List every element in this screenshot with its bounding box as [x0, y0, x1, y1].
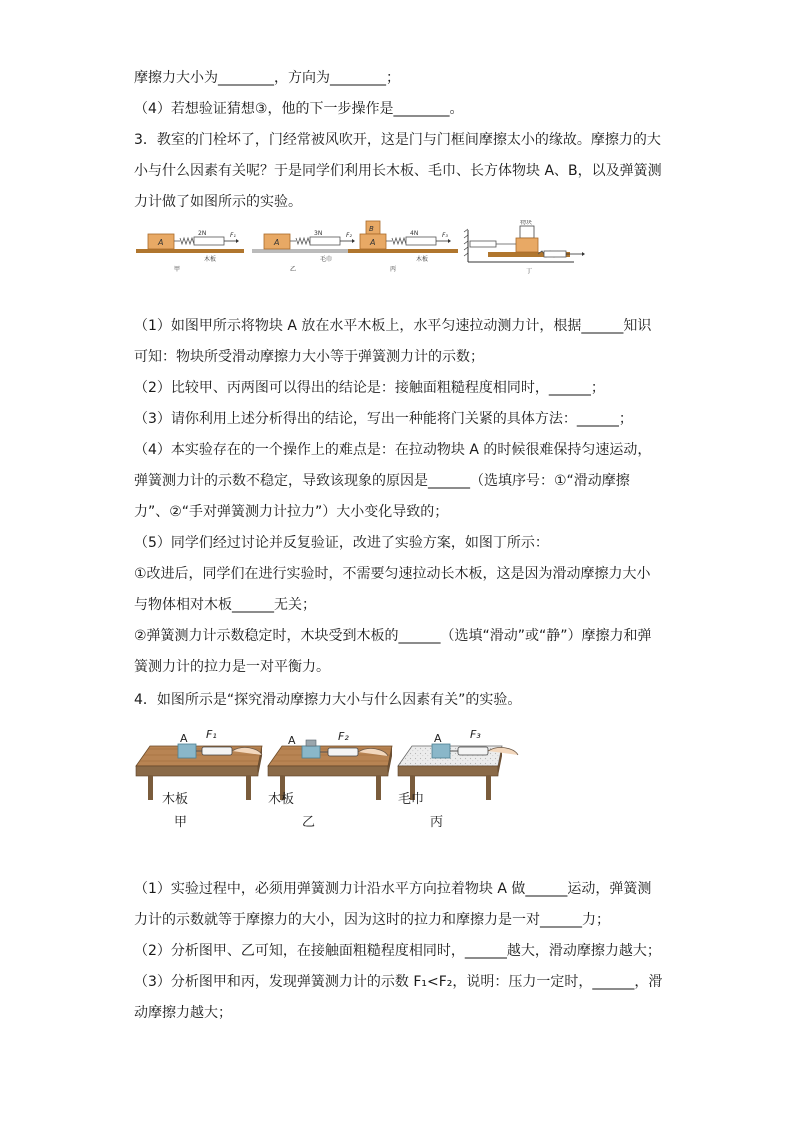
panel-jia: [136, 230, 244, 273]
text-line: 力计的示数就等于摩擦力的大小，因为这时的拉力和摩擦力是一对______力；: [134, 912, 610, 928]
spring-scale: [310, 237, 340, 245]
block-label: A: [158, 238, 164, 247]
table-leg: [376, 776, 381, 800]
figure-apparatus-2: [134, 722, 534, 802]
text-line: 4．如图所示是“探究滑动摩擦力大小与什么因素有关”的实验。: [134, 692, 522, 708]
surface-label: 毛巾: [320, 256, 333, 263]
force-label: F₁: [206, 728, 217, 741]
text-line: 摩擦力大小为________，方向为________；: [134, 70, 400, 86]
surface-label: 木板: [416, 256, 429, 263]
panel-caption: 乙: [290, 266, 297, 273]
spring-coil: [180, 238, 194, 244]
text-line: （1）实验过程中，必须用弹簧测力计沿水平方向拉着物块 A 做______运动，弹簧测: [134, 881, 652, 897]
weight: [306, 740, 316, 746]
spring-scale: [458, 747, 488, 755]
table-leg: [148, 776, 153, 800]
block-label: 物块: [520, 220, 533, 226]
table-leg: [246, 776, 251, 800]
spring-scale: [194, 237, 224, 245]
text-line: 弹簧测力计的示数不稳定，导致该现象的原因是______（选填序号：①“滑动摩擦: [134, 473, 630, 489]
text-line: 可知：物块所受滑动摩擦力大小等于弹簧测力计的示数；: [134, 349, 484, 365]
surface-label: 毛巾: [398, 792, 425, 807]
spring-scale: [470, 241, 496, 247]
block-a: [432, 744, 450, 758]
block-top: [520, 226, 534, 238]
block-a: [178, 744, 196, 758]
force-label: F₂: [338, 730, 349, 743]
text-line: ②弹簧测力计示数稳定时，木块受到木板的______（选填“滑动”或“静”）摩擦力和弹: [134, 628, 652, 644]
spring-coil: [392, 238, 406, 244]
text-line: （5）同学们经过讨论并反复验证，改进了实验方案，如图丁所示：: [134, 535, 549, 551]
spring-coil: [296, 238, 310, 244]
text-line: （1）如图甲所示将物块 A 放在水平木板上，水平匀速拉动测力计，根据______知识: [134, 318, 652, 334]
text-line: 力计做了如图所示的实验。: [134, 194, 302, 210]
panel-bing: [348, 221, 458, 273]
spring-scale: [202, 747, 232, 755]
figure-apparatus-1: [134, 220, 594, 276]
text-line: 与物体相对木板______无关；: [134, 597, 316, 613]
block-label: A: [434, 732, 442, 745]
spring-scale: [406, 237, 436, 245]
board-plank: [348, 249, 458, 253]
block-a: [302, 746, 320, 758]
panel-caption: 丙: [430, 815, 444, 830]
panel-caption: 丙: [390, 266, 397, 273]
scale-reading: 3N: [314, 230, 323, 237]
panel-yi: [252, 230, 360, 273]
towel-plank: [252, 249, 360, 253]
block-label: B: [369, 225, 374, 233]
text-line: （2）比较甲、丙两图可以得出的结论是：接触面粗糙程度相同时，______；: [134, 380, 605, 396]
table-edge: [136, 766, 258, 776]
panel-caption: 乙: [302, 815, 316, 830]
text-line: （4）本实验存在的一个操作上的难点是：在拉动物块 A 的时候很难保持匀速运动，: [134, 442, 652, 458]
surface-label: 木板: [162, 792, 189, 807]
table-edge: [398, 766, 498, 776]
panel-bing: [398, 728, 518, 800]
panel-ding: [464, 220, 585, 275]
force-label: F₃: [442, 232, 448, 239]
text-line: 簧测力计的拉力是一对平衡力。: [134, 659, 330, 675]
text-line: 力”、②“手对弹簧测力计拉力”）大小变化导致的；: [134, 504, 449, 520]
surface-label: 木板: [268, 792, 295, 807]
scale-reading: 2N: [198, 230, 207, 237]
text-line: 小与什么因素有关呢？于是同学们利用长木板、毛巾、长方体物块 A、B，以及弹簧测: [134, 163, 662, 179]
spring-scale: [328, 748, 358, 756]
force-label: F₂: [346, 232, 352, 239]
panel-caption: 甲: [174, 815, 188, 830]
block-label: A: [288, 734, 296, 747]
spring-scale: [544, 251, 566, 257]
table-edge: [268, 766, 388, 776]
block-wood: [516, 238, 538, 252]
block-label: A: [274, 238, 280, 247]
text-line: （2）分析图甲、乙可知，在接触面粗糙程度相同时，______越大，滑动摩擦力越大；: [134, 943, 661, 959]
text-line: ①改进后，同学们在进行实验时，不需要匀速拉动长木板，这是因为滑动摩擦力大小: [134, 566, 651, 582]
board-plank: [136, 249, 244, 253]
block-label: A: [180, 732, 188, 745]
text-line: （3）请你利用上述分析得出的结论，写出一种能将门关紧的具体方法：______；: [134, 411, 633, 427]
text-line: 动摩擦力越大；: [134, 1005, 232, 1021]
text-line: （4）若想验证猜想③，他的下一步操作是________。: [134, 101, 464, 117]
force-label: F₃: [470, 728, 481, 741]
block-label: A: [370, 238, 376, 247]
text-line: 3．教室的门栓坏了，门经常被风吹开，这是门与门框间摩擦太小的缘故。摩擦力的大: [134, 132, 661, 148]
scale-reading: 4N: [410, 230, 419, 237]
table-leg: [486, 776, 491, 800]
surface-label: 木板: [204, 256, 217, 263]
panel-jia: [136, 728, 262, 800]
panel-caption: 甲: [174, 266, 181, 273]
panel-yi: [268, 730, 392, 800]
panel-caption: 丁: [526, 268, 533, 275]
force-label: F₁: [230, 232, 236, 239]
text-line: （3）分析图甲和丙，发现弹簧测力计的示数 F₁<F₂，说明：压力一定时，______，滑: [134, 974, 663, 990]
